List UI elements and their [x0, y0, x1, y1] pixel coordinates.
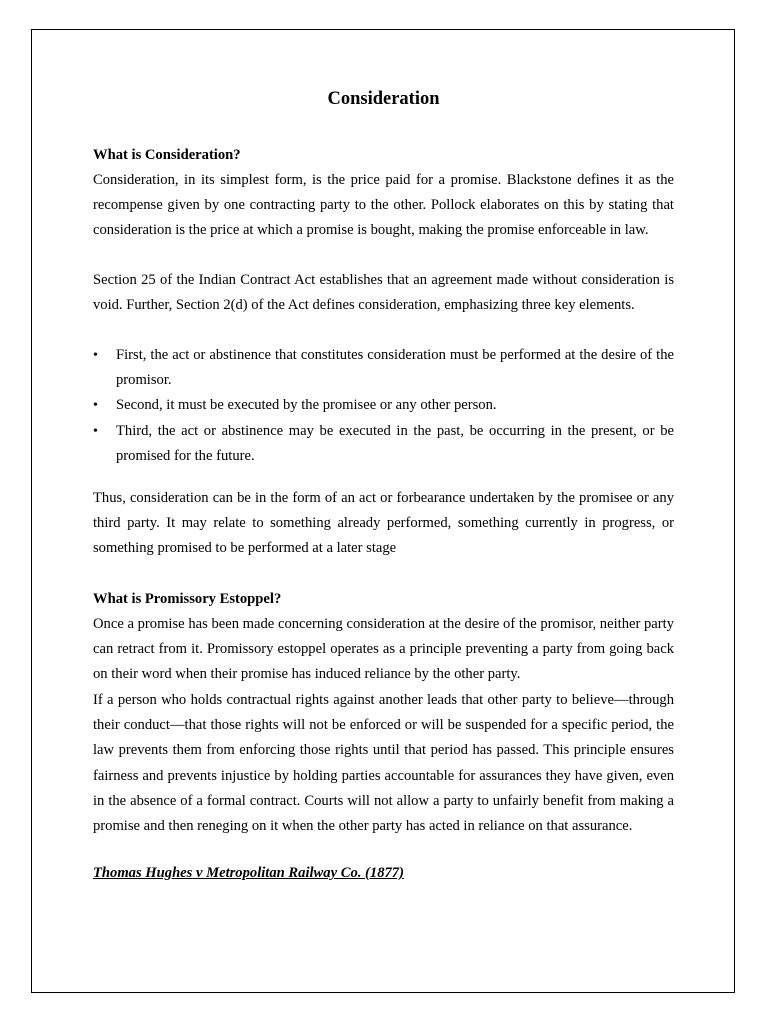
- paragraph-contractual-rights: If a person who holds contractual rights against another leads that other party to believe—through their conduct—that those rights will not be enforced or will be suspended for a specific period, the law prevents them from enforcing those rights until that period has passed. This principle ensures fairness and prevents injustice by holding parties accountable for assurances they have given, even in the absence of a formal contract. Courts will not allow a party to unfairly benefit from making a promise and then reneging on it when the other party has acted in reliance on that assurance.: [93, 692, 674, 835]
- paragraph-section-25: Section 25 of the Indian Contract Act establishes that an agreement made without consideration is void. Further, Section 2(d) of the Act defines consideration, emphasizing three key elements.: [93, 272, 674, 314]
- section-heading-promissory-estoppel: What is Promissory Estoppel?: [93, 591, 282, 607]
- list-item: [93, 419, 674, 469]
- list-item-text: Second, it must be executed by the promisee or any other person.: [116, 397, 497, 414]
- paragraph-forms-of-consideration: Thus, consideration can be in the form of an act or forbearance undertaken by the promisee or any third party. It may relate to something already performed, something currently in progress, or something promised to be performed at a later stage: [93, 490, 674, 557]
- key-elements-list: [93, 343, 674, 469]
- case-title: Thomas Hughes v Metropolitan Railway Co. (1877): [93, 865, 404, 881]
- bullet-icon: •: [93, 398, 98, 414]
- paragraph-estoppel-principle: Once a promise has been made concerning consideration at the desire of the promisor, neither party can retract from it. Promissory estoppel operates as a principle preventing a party from going back on their word when their promise has induced reliance by the other party.: [93, 616, 674, 683]
- list-item: [93, 343, 674, 393]
- document-title: Consideration: [327, 89, 440, 109]
- paragraph-definition: Consideration, in its simplest form, is the price paid for a promise. Blackstone defines it as the recompense given by one contracting party to the other. Pollock elaborates on this by stating that consideration is the price at which a promise is bought, making the promise enforceable in law.: [93, 172, 674, 239]
- section-heading-consideration: What is Consideration?: [93, 147, 241, 163]
- bullet-icon: •: [93, 423, 98, 439]
- bullet-icon: •: [93, 348, 98, 363]
- list-item-text: First, the act or abstinence that constitutes consideration must be performed at the desire of the promisor.: [116, 347, 674, 389]
- list-item-text: Third, the act or abstinence may be executed in the past, be occurring in the present, or be promised for the future.: [116, 422, 674, 464]
- list-item: [93, 393, 674, 418]
